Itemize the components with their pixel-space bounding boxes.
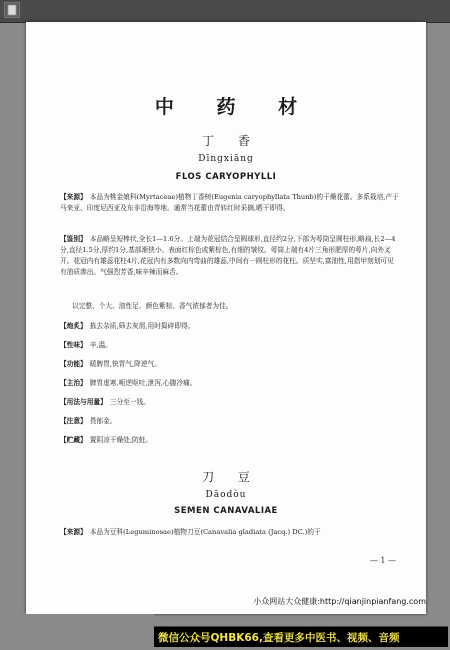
watermark-site-text: 小众网站大众健康:http://qianjinpianfang.com <box>253 597 426 606</box>
source-text: 本品为豆科(Leguminosae)植物刀豆(Canavalia gladiata (Jacq.) DC.)的干 <box>89 528 321 536</box>
source-label: 【来源】 <box>60 528 87 536</box>
source-paragraph <box>60 192 400 214</box>
entry-latin-name: FLOS CARYOPHYLLI <box>175 172 277 182</box>
entry-pinyin: Dīngxiāng <box>198 154 254 164</box>
page-icon[interactable] <box>4 2 20 18</box>
document-page <box>26 22 426 614</box>
list-item: 【主治】 脾胃虚寒,呃逆呕吐,泄泻,心腹冷痛。 <box>60 379 197 387</box>
watermark-site <box>0 596 450 608</box>
identification-paragraph <box>60 234 400 278</box>
page-number: — 1 — <box>369 556 396 565</box>
list-item: 【炮炙】 拣去杂质,筛去灰屑,用时捣碎即得。 <box>60 322 195 330</box>
watermark-banner-text: 微信公众号QHBK66,查看更多中医书、视频、音频 <box>158 632 400 644</box>
identification-label: 【鉴别】 <box>60 235 87 243</box>
viewer-toolbar <box>0 0 450 23</box>
source-label: 【来源】 <box>60 193 87 201</box>
identification-text: 本品略呈短棒状,全长1—1.6分。上端为花冠结合呈圆球形,直径约2分,下部为萼筒呈圆柱形,略扁,长2—4分,直径1.5分,厚约1分,基部渐狭小。表面红棕色或紫棕色,有细的皱纹。萼筒上端有4片三角形肥厚的萼片,向外叉开。花冠内有雄蕊花柱4片,花冠内有多数向内弯曲的雄蕊,中间有一圆柱形的花柱。质坚实,富油性,用指甲刻划可见有油质渗出。气强烈芳香,味辛辣而麻舌。 <box>60 235 396 276</box>
list-item: 【功能】 暖脾胃,快胃气,降逆气。 <box>60 360 161 368</box>
watermark-banner <box>154 626 448 647</box>
entry-latin-name: SEMEN CANAVALIAE <box>174 506 278 516</box>
quality-paragraph <box>60 301 400 312</box>
list-item: 【用法与用量】 三分至一钱。 <box>60 398 150 406</box>
entry-heading: 刀 豆 <box>202 470 260 484</box>
viewer-margin <box>0 614 154 650</box>
source-paragraph <box>60 526 400 536</box>
page-title: 中 药 材 <box>154 96 316 118</box>
list-item: 【贮藏】 置阴凉干燥处,防蛀。 <box>60 436 153 444</box>
entry-heading: 丁 香 <box>202 134 260 148</box>
entry-pinyin: Dāodòu <box>205 490 247 500</box>
list-item: 【注意】 畏郁金。 <box>60 417 117 425</box>
list-item: 【性味】 辛,温。 <box>60 341 112 349</box>
quality-text: 以完整、个大、油性足、颜色紫棕、香气浓郁者为佳。 <box>72 302 233 310</box>
source-text: 本品为桃金娘科(Myrtaceae)植物丁香树(Eugenia caryophyllata Thunb)的干燥花蕾。多系栽培,产于马来亚、印度尼西亚及东非沿海等地。通常当花蕾由青转红时采摘,晒干即得。 <box>60 193 399 212</box>
